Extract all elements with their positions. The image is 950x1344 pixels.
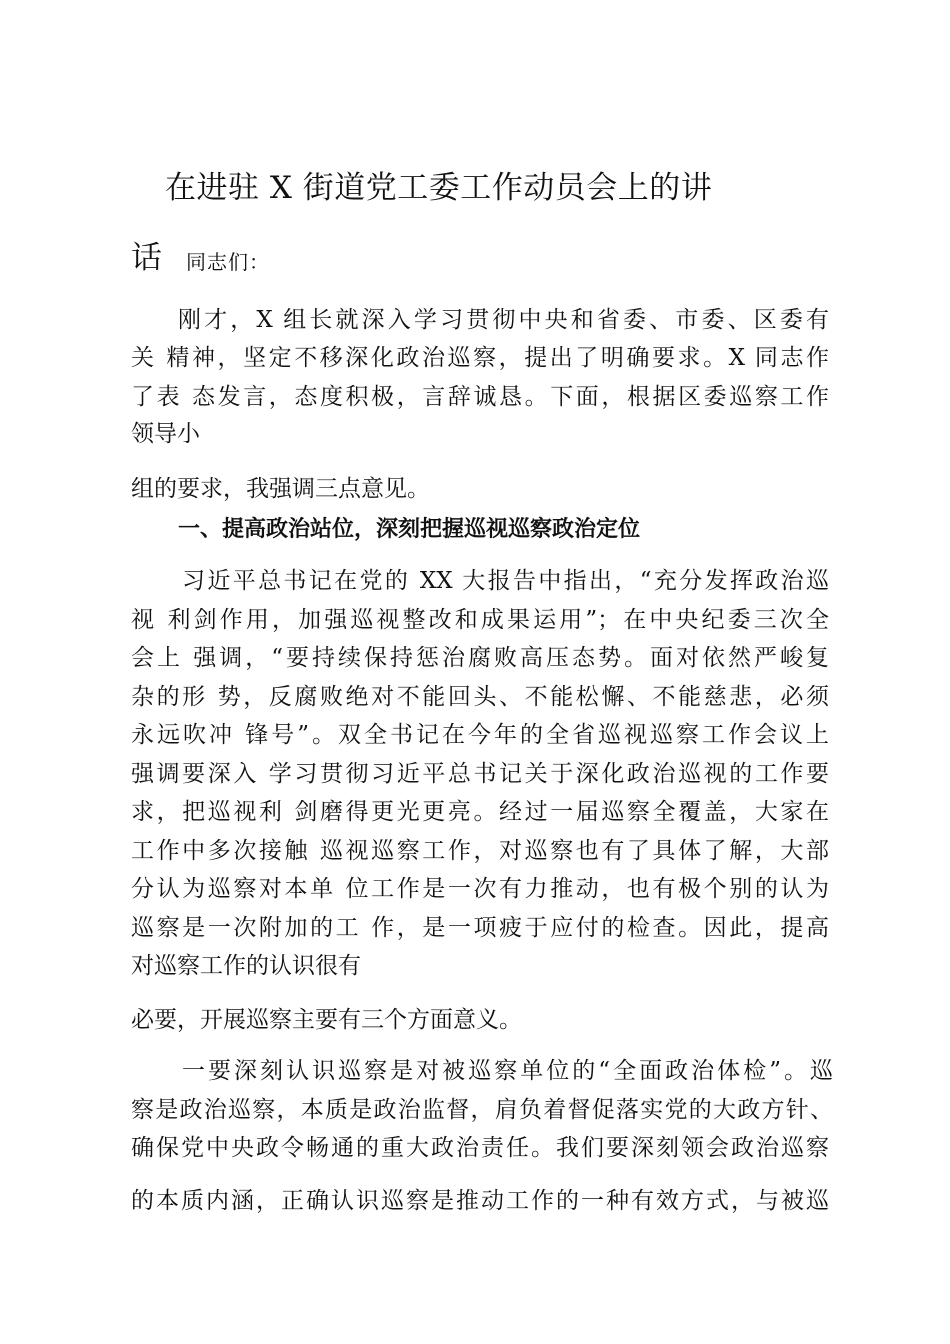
paragraph-line: 对巡察工作的认识很有 — [131, 953, 361, 979]
section-heading: 一、提高政治站位，深刻把握巡视巡察政治定位 — [178, 517, 641, 542]
paragraph-line: 确保党中央政令畅通的重大政治责任。我们要深刻领会政治巡察 — [131, 1135, 829, 1161]
paragraph-line: 永远吹冲 锋号”。双全书记在今年的全省巡视巡察工作会议上 — [131, 722, 829, 748]
document-title-continuation: 话 — [131, 240, 162, 276]
document-title: 在进驻 X 街道党工委工作动员会上的讲 — [165, 170, 713, 206]
paragraph-line: 习近平总书记在党的 XX 大报告中指出，“充分发挥政治巡 — [182, 568, 829, 594]
paragraph-line: 杂的形 势，反腐败绝对不能回头、不能松懈、不能慈悲，必须 — [131, 684, 829, 710]
paragraph-line: 必要，开展巡察主要有三个方面意义。 — [131, 1007, 522, 1033]
paragraph-line: 的本质内涵，正确认识巡察是推动工作的一种有效方式，与被巡 — [131, 1188, 829, 1214]
paragraph-line: 关 精神，坚定不移深化政治巡察，提出了明确要求。X 同志作 — [131, 345, 829, 371]
paragraph-line: 强调要深入 学习贯彻习近平总书记关于深化政治巡视的工作要 — [131, 761, 829, 787]
paragraph-line: 巡察是一次附加的工 作，是一项疲于应付的检查。因此，提高 — [131, 915, 829, 941]
paragraph-line: 会上 强调，“要持续保持惩治腐败高压态势。面对依然严峻复 — [131, 645, 829, 671]
paragraph-line: 视 利剑作用，加强巡视整改和成果运用”；在中央纪委三次全 — [131, 607, 829, 633]
paragraph-line: 了表 态发言，态度积极，言辞诚恳。下面，根据区委巡察工作 — [131, 384, 829, 410]
paragraph-line: 一要深刻认识巡察是对被巡察单位的“全面政治体检”。巡 — [182, 1058, 833, 1084]
paragraph-line: 分认为巡察对本单 位工作是一次有力推动，也有极个别的认为 — [131, 876, 829, 902]
paragraph-line: 组的要求，我强调三点意见。 — [131, 476, 430, 502]
salutation: 同志们： — [186, 250, 270, 274]
paragraph-line: 工作中多次接触 巡视巡察工作，对巡察也有了具体了解，大部 — [131, 838, 829, 864]
paragraph-line: 领导小 — [131, 421, 200, 447]
paragraph-line: 求，把巡视利 剑磨得更光更亮。经过一届巡察全覆盖，大家在 — [131, 799, 829, 825]
paragraph-line: 察是政治巡察，本质是政治监督，肩负着督促落实党的大政方针、 — [131, 1097, 833, 1123]
paragraph-line: 刚才，X 组长就深入学习贯彻中央和省委、市委、区委有 — [178, 307, 829, 333]
